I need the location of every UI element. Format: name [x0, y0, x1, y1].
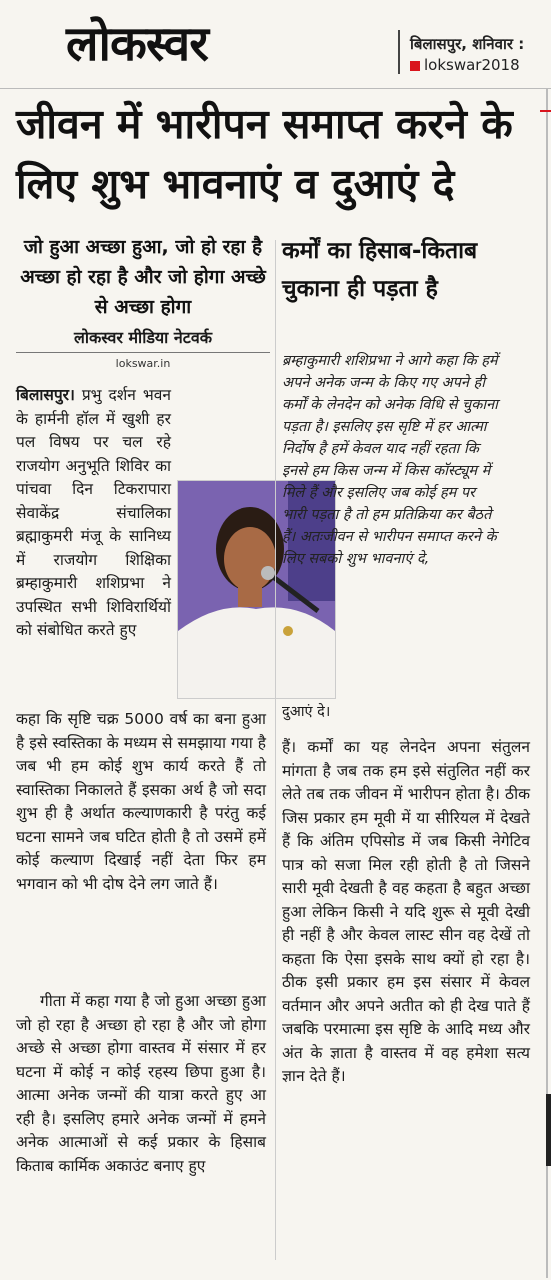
pullquote-heading: कर्मों का हिसाब-किताब चुकाना ही पड़ता है	[282, 238, 478, 302]
headline: जीवन में भारीपन समाप्त करने के लिए शुभ भावनाएं व दुआएं दे	[16, 100, 513, 208]
page-edge-bar	[546, 1094, 551, 1166]
paragraph-text: प्रभु दर्शन भवन के हार्मनी हॉल में खुशी हर पल विषय पर चल रहे राजयोग अनुभूति शिविर का पांचवा दिन टिकरापारा सेवाकेंद्र संचालिका ब्रह्माकुमरी मंजू के सानिध्य में राजयोग शिक्षिका ब्रम्हाकुमारी शशिप्रभा ने उपस्थित सभी शिविरार्थियों को संबोधित करते हुए	[16, 386, 171, 639]
pullquote-text: ब्रम्हाकुमारी शशिप्रभा ने आगे कहा कि हमें अपने अनेक जन्म के किए गए अपने ही कर्मों के लेनदेन को अनेक विधि से चुकाना पड़ता है। इसलिए इस सृष्टि में हर आत्मा निर्दोष है हमें केवल याद नहीं रहता कि इनसे हम किस जन्म में किस कॉस्ट्यूम में मिले हैं और इसलिए जब कोई हम पर भारी पड़ता है तो हम प्रतिक्रिया कर बैठते हैं। अतःजीवन से भारीपन समाप्त करने के लिए सबको शुभ भावनाएं दे,	[282, 353, 498, 567]
article-paragraph-2: गीता में कहा गया है जो हुआ अच्छा हुआ जो हो रहा है अच्छा हो रहा है और जो होगा अच्छे से अच्छा होगा वास्तव में संसार में हर घटना में कोई न कोई रहस्य छिपा हुआ है। आत्मा अनेक जन्मों की यात्रा करते हुए आ रही है। इसलिए हमारे अनेक जन्मों में हमने अनेक आत्माओं से कई प्रकार के हिसाब किताब कार्मिक अकाउंट बनाए हुए	[16, 992, 266, 1175]
site-url: lokswar.in	[115, 357, 171, 370]
masthead-divider	[398, 30, 400, 74]
pullquote-end: दुआएं दे।	[282, 704, 331, 720]
newspaper-logo: लोकस्वर	[66, 16, 208, 72]
masthead-social-handle	[410, 56, 520, 74]
byline: लोकस्वर मीडिया नेटवर्क	[16, 326, 270, 353]
column-divider	[275, 240, 276, 1260]
article-paragraph-3: हैं। कर्मों का यह लेनदेन अपना संतुलन मांगता है जब तक हम इसे संतुलित नहीं कर लेते तब तक जीवन में भारीपन होता है। ठीक जिस प्रकार हम मूवी में या सीरियल में देखते हैं कि अंतिम एपिसोड में जब किसी नेगेटिव पात्र को सजा मिल रही होती है तो जिसने सारी मूवी देखती है वह कहता है बहुत अच्छा हुआ लेकिन किसी ने यदि शुरू से मूवी देखी ही नहीं है और केवल लास्ट सीन वह देखें तो कहता कि ऐसा इसके साथ क्यों हो रहा है। ठीक इसी प्रकार हम इस संसार में केवल वर्तमान और अपने अतीत को ही देख पाते हैं जबकि परमात्मा इस सृष्टि के आदि मध्य और अंत के ज्ञाता है वास्तव में वह हमेशा सत्य ज्ञान देते हैं।	[282, 738, 530, 1085]
subhead: जो हुआ अच्छा हुआ, जो हो रहा है अच्छा हो रहा है और जो होगा अच्छे से अच्छा होगा	[20, 236, 266, 318]
handle-text: lokswar2018	[424, 56, 520, 74]
red-accent-mark	[540, 110, 551, 112]
masthead	[0, 0, 551, 89]
article-paragraph-1a	[16, 384, 171, 643]
masthead-date: बिलासपुर, शनिवार :	[410, 35, 525, 53]
dateline: बिलासपुर।	[16, 386, 75, 404]
social-square-icon	[410, 61, 420, 71]
left-column-header	[16, 232, 270, 370]
article-paragraph-1b: कहा कि सृष्टि चक्र 5000 वर्ष का बना हुआ है इसे स्वस्तिका के मध्यम से समझाया गया है जब भी हम कोई शुभ कार्य करते हैं तो स्वास्तिका निकालते हैं इसका अर्थ है जो सदा शुभ ही है अर्थात कल्याणकारी है परंतु कई घटना सामने जब घटित होती है तो उसमें हमें कोई कल्याण दिखाई नहीं देता फिर हम भगवान को भी दोष देने लग जाते हैं।	[16, 710, 266, 893]
